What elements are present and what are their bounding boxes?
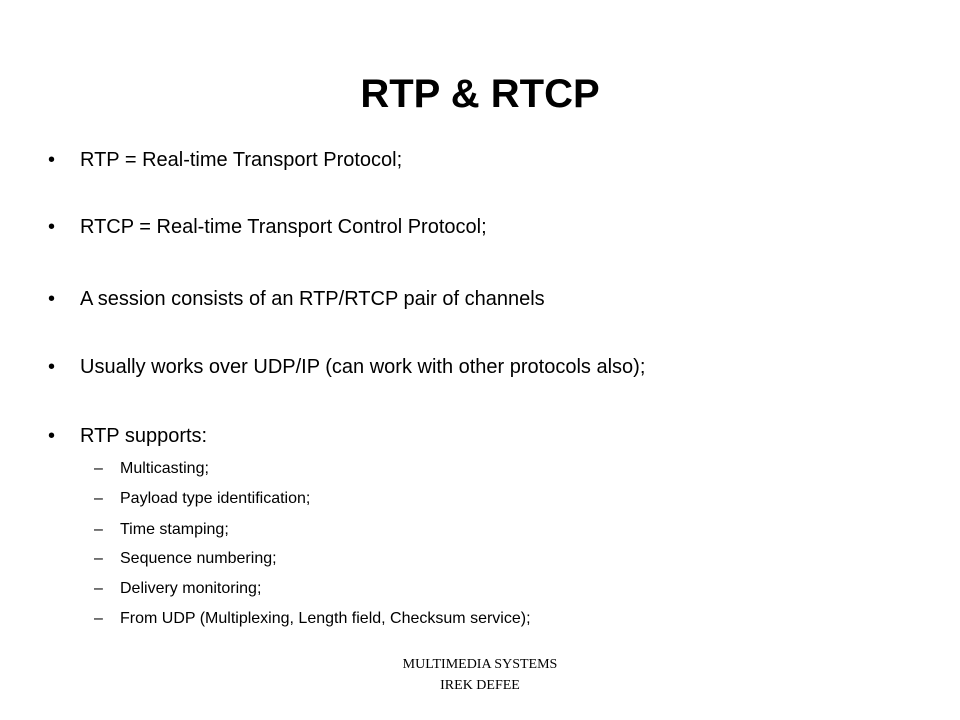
bullet-item — [48, 148, 402, 172]
bullet-text: A session consists of an RTP/RTCP pair of channels — [80, 288, 545, 310]
bullet-marker: • — [48, 216, 56, 238]
bullet-marker: • — [48, 288, 56, 310]
sub-marker: – — [94, 610, 103, 627]
bullet-item — [48, 424, 207, 448]
sub-item — [94, 489, 310, 509]
sub-text: From UDP (Multiplexing, Length field, Checksum service); — [120, 610, 531, 627]
sub-marker: – — [94, 550, 103, 567]
bullet-item — [48, 215, 487, 239]
sub-marker: – — [94, 580, 103, 597]
sub-item — [94, 549, 277, 569]
sub-text: Sequence numbering; — [120, 550, 277, 567]
sub-item — [94, 459, 209, 479]
sub-text: Delivery monitoring; — [120, 580, 262, 597]
bullet-item — [48, 287, 545, 311]
bullet-marker: • — [48, 356, 56, 378]
sub-item — [94, 609, 531, 629]
sub-item — [94, 520, 229, 540]
bullet-marker: • — [48, 425, 56, 447]
slide-title: RTP & RTCP — [360, 72, 600, 116]
bullet-text: RTCP = Real-time Transport Control Protocol; — [80, 216, 487, 238]
bullet-text: Usually works over UDP/IP (can work with other protocols also); — [80, 356, 646, 378]
footer-line-1: MULTIMEDIA SYSTEMS — [402, 657, 558, 672]
footer-line-2: IREK DEFEE — [440, 678, 520, 693]
sub-text: Time stamping; — [120, 521, 229, 538]
bullet-text: RTP = Real-time Transport Protocol; — [80, 149, 403, 171]
bullet-text: RTP supports: — [80, 425, 208, 447]
sub-marker: – — [94, 521, 103, 538]
sub-marker: – — [94, 460, 103, 477]
sub-item — [94, 579, 261, 599]
sub-text: Multicasting; — [120, 460, 209, 477]
sub-marker: – — [94, 490, 103, 507]
bullet-marker: • — [48, 149, 56, 171]
sub-text: Payload type identification; — [120, 490, 311, 507]
bullet-item — [48, 355, 645, 379]
